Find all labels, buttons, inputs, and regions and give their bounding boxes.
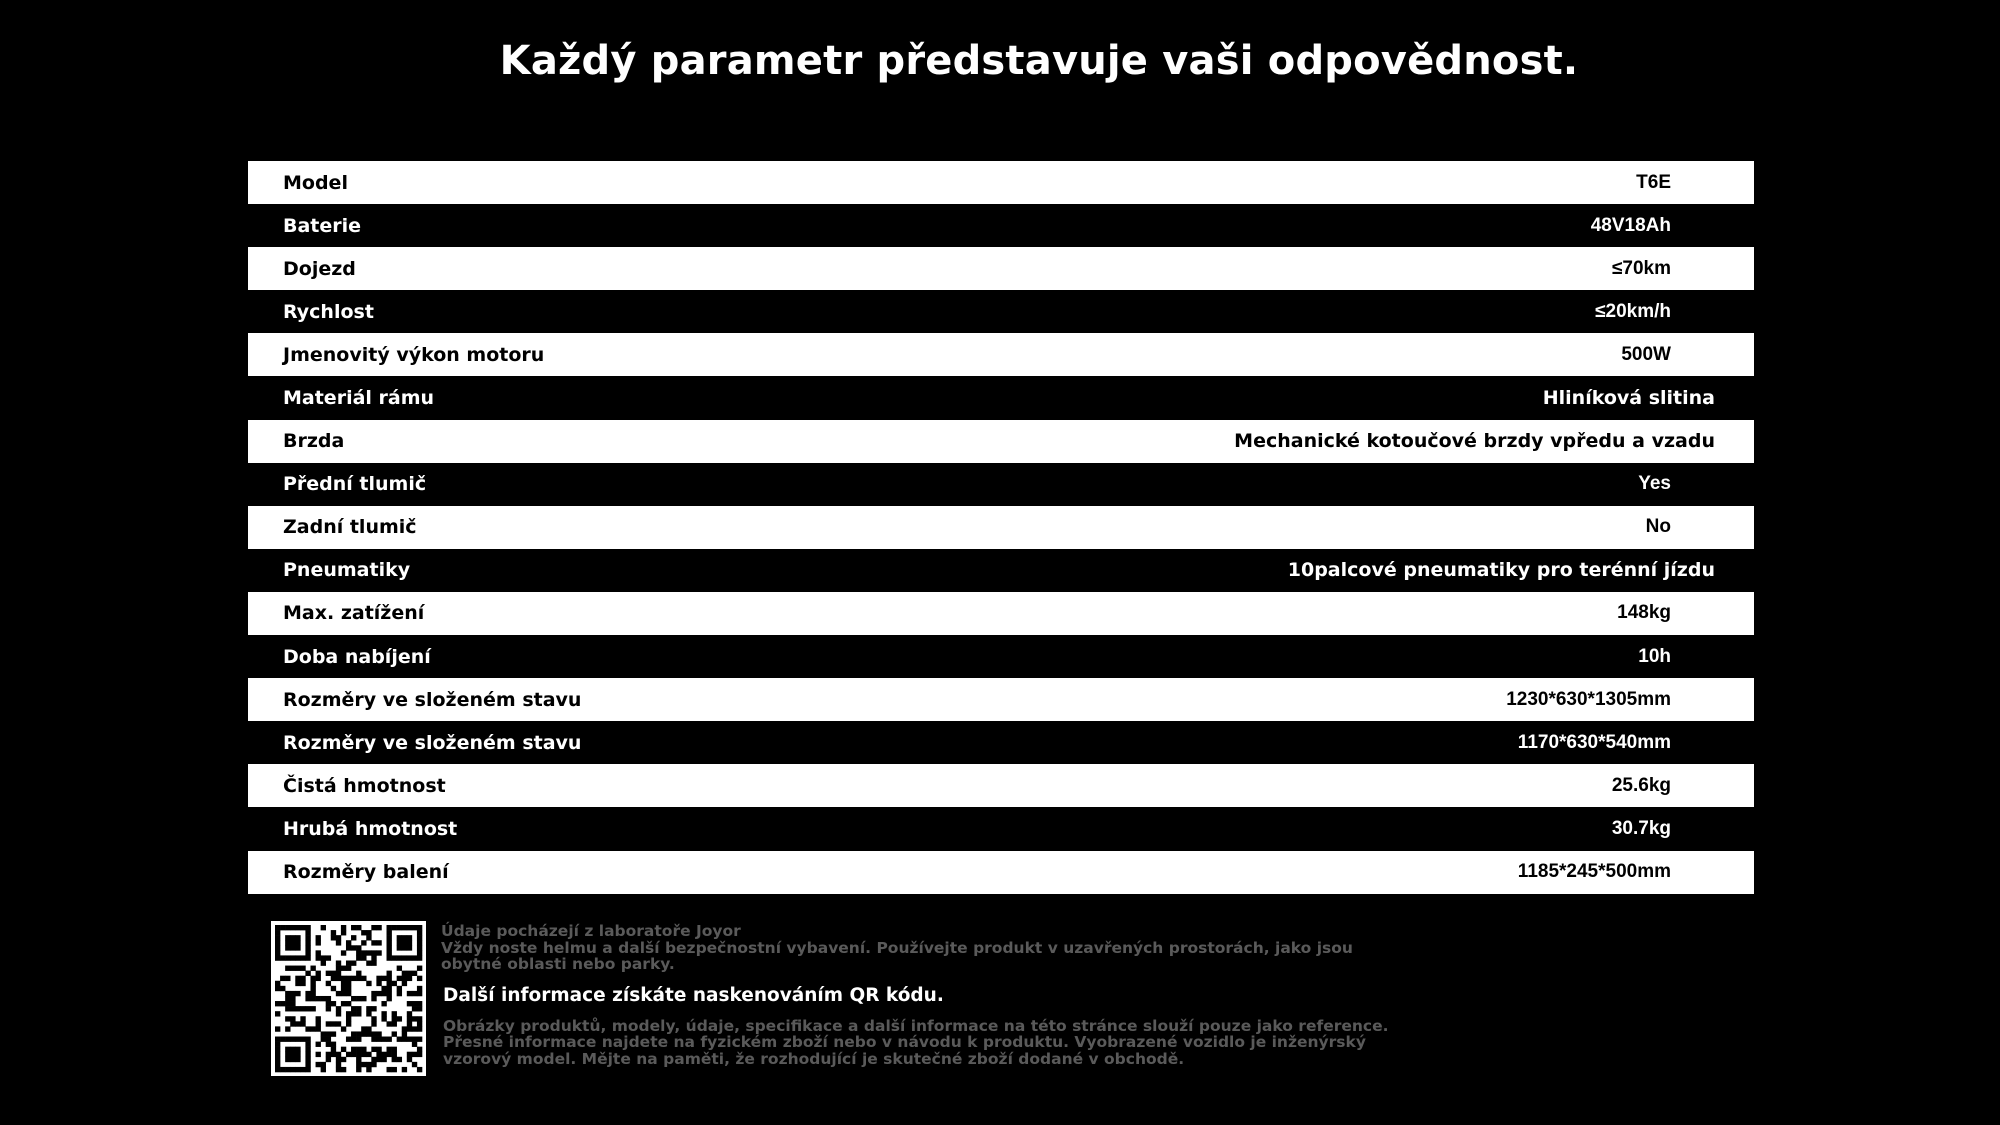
safety-note-line-2: obytné oblasti nebo parky.	[441, 955, 675, 973]
safety-note-line-1: Vždy noste helmu a další bezpečnostní vybavení. Používejte produkt v uzavřených prostorách, jako jsou	[441, 938, 1353, 957]
spec-label: Rozměry ve složeném stavu	[283, 731, 582, 754]
spec-value: 25.6kg	[1611, 774, 1671, 796]
spec-value: T6E	[1636, 171, 1671, 193]
spec-row	[248, 549, 1754, 592]
spec-row	[248, 678, 1754, 721]
spec-value: Mechanické kotoučové brzdy vpředu a vzadu	[1234, 430, 1715, 453]
spec-row	[248, 376, 1754, 419]
spec-label: Model	[283, 171, 348, 194]
spec-value: 500W	[1621, 343, 1671, 365]
spec-label: Max. zatížení	[283, 602, 425, 625]
spec-row	[248, 333, 1754, 376]
spec-label: Zadní tlumič	[283, 516, 417, 539]
spec-value: 148kg	[1617, 602, 1671, 624]
spec-label: Rozměry ve složeném stavu	[283, 688, 582, 711]
spec-row	[248, 807, 1754, 850]
spec-label: Rozměry balení	[283, 861, 449, 884]
disclaimer-line-3: vzorový model. Mějte na paměti, že rozhodující je skutečné zboží dodané v obchodě.	[443, 1049, 1185, 1068]
spec-row	[248, 851, 1754, 894]
spec-row	[248, 764, 1754, 807]
disclaimer-line-2: Přesné informace najdete na fyzickém zboží nebo v návodu k produktu. Vyobrazené vozidlo je inženýrský	[443, 1033, 1366, 1051]
spec-label: Jmenovitý výkon motoru	[283, 343, 545, 366]
spec-row	[248, 204, 1754, 247]
qr-prompt: Další informace získáte naskenováním QR kódu.	[443, 984, 944, 1006]
footer	[271, 921, 1471, 1081]
spec-label: Dojezd	[283, 257, 356, 280]
spec-row	[248, 247, 1754, 290]
spec-row	[248, 290, 1754, 333]
spec-row	[248, 506, 1754, 549]
spec-label: Doba nabíjení	[283, 645, 431, 668]
spec-label: Přední tlumič	[283, 473, 427, 496]
spec-value: No	[1645, 516, 1671, 538]
footer-notes	[441, 923, 1441, 1067]
spec-label: Rychlost	[283, 300, 374, 323]
spec-value: 48V18Ah	[1590, 214, 1671, 236]
spec-table	[248, 161, 1754, 894]
spec-value: Hliníková slitina	[1542, 387, 1715, 410]
spec-value: 1170*630*540mm	[1517, 731, 1671, 753]
disclaimer-line-1: Obrázky produktů, modely, údaje, specifikace a další informace na této stránce slouží pouze jako reference.	[443, 1016, 1389, 1035]
spec-value: 1230*630*1305mm	[1506, 688, 1671, 710]
spec-value: 10h	[1638, 645, 1671, 667]
spec-row	[248, 592, 1754, 635]
spec-row	[248, 635, 1754, 678]
spec-row	[248, 420, 1754, 463]
page-title: Každý parametr představuje vaši odpovědnost.	[499, 38, 1579, 84]
spec-value: Yes	[1638, 473, 1671, 495]
spec-value: ≤70km	[1611, 257, 1671, 279]
spec-row	[248, 721, 1754, 764]
spec-label: Materiál rámu	[283, 387, 435, 410]
spec-label: Brzda	[283, 430, 345, 453]
qr-code-icon[interactable]	[271, 921, 426, 1076]
spec-value: ≤20km/h	[1595, 300, 1671, 322]
spec-row	[248, 463, 1754, 506]
spec-value: 30.7kg	[1611, 817, 1671, 839]
spec-label: Hrubá hmotnost	[283, 817, 458, 840]
spec-label: Pneumatiky	[283, 559, 411, 582]
spec-value: 10palcové pneumatiky pro terénní jízdu	[1287, 559, 1715, 582]
source-note: Údaje pocházejí z laboratoře Joyor	[441, 922, 741, 940]
spec-label: Čistá hmotnost	[283, 774, 446, 797]
spec-value: 1185*245*500mm	[1517, 861, 1671, 883]
spec-row	[248, 161, 1754, 204]
spec-label: Baterie	[283, 214, 362, 237]
